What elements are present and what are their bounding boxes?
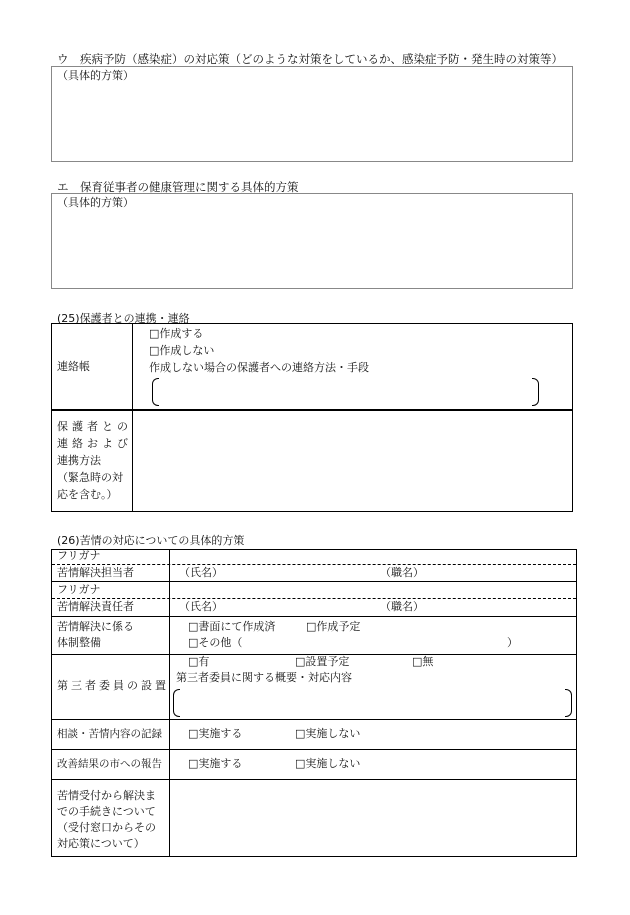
row-line [52, 616, 576, 617]
other-paren-close: ） [507, 636, 518, 649]
method-bracket-right [532, 378, 539, 406]
sekinin-post-label: （職名） [380, 600, 424, 613]
furigana-label-1: フリガナ [57, 549, 101, 562]
renkei-method-input[interactable] [134, 412, 570, 509]
report-label: 改善結果の市への報告 [57, 758, 162, 770]
tantou-name-label: （氏名） [179, 566, 223, 579]
section-u-box-label: （具体的方策） [57, 69, 134, 82]
renkei-line-3: 連携方法 [57, 454, 101, 467]
daisansha-bracket-right [565, 689, 572, 717]
row-line [52, 719, 576, 720]
section-26-table [51, 549, 577, 857]
renkei-line-1: 保護者との [57, 420, 132, 433]
section-26-col-divider [169, 550, 170, 856]
renkei-line-4: （緊急時の対 [57, 471, 123, 484]
row-line [52, 779, 576, 780]
option-yes[interactable]: □有 [188, 655, 210, 668]
section-25-row-divider [52, 409, 572, 411]
taisei-label-1: 苦情解決に係る [57, 620, 134, 633]
option-other[interactable]: □その他（ [188, 636, 243, 649]
not-create-method-label: 作成しない場合の保護者への連絡方法・手段 [149, 361, 369, 374]
section-25-table [51, 323, 573, 512]
procedure-input-area[interactable] [171, 781, 574, 854]
record-label: 相談・苦情内容の記録 [57, 728, 162, 740]
section-26-title: (26)苦情の対応についての具体的方策 [57, 534, 245, 547]
renkei-method-label [57, 418, 132, 503]
procedure-line-1: 苦情受付から解決ま [57, 789, 156, 802]
option-not-create[interactable]: □作成しない [149, 344, 215, 357]
option-setting-planned[interactable]: □設置予定 [295, 655, 350, 668]
furigana-label-2: フリガナ [57, 583, 101, 596]
procedure-line-4: 対応策について） [57, 837, 145, 850]
method-input-area[interactable] [160, 378, 530, 404]
row-line [52, 749, 576, 750]
section-25-col-divider [132, 324, 133, 511]
section-u-heading: ウ 疾病予防（感染症）の対応策（どのような対策をしているか、感染症予防・発生時の対策等） [57, 52, 563, 66]
record-option-implement[interactable]: □実施する [188, 727, 243, 740]
renrakucho-label: 連絡帳 [57, 360, 90, 373]
section-25-title: (25)保護者との連携・連絡 [57, 312, 190, 325]
record-option-not-implement[interactable]: □実施しない [295, 727, 361, 740]
option-create[interactable]: □作成する [149, 327, 204, 340]
section-e-heading: エ 保育従事者の健康管理に関する具体的方策 [57, 180, 299, 194]
daisansha-desc-label: 第三者委員に関する概要・対応内容 [176, 671, 352, 684]
report-option-implement[interactable]: □実施する [188, 757, 243, 770]
sekinin-name-label: （氏名） [179, 600, 223, 613]
method-bracket-left [152, 378, 159, 406]
option-planned[interactable]: □作成予定 [306, 620, 361, 633]
sekinin-label: 苦情解決責任者 [57, 600, 134, 613]
section-u-answer-box[interactable] [51, 66, 573, 162]
procedure-line-2: での手続きについて [57, 805, 156, 818]
procedure-label [57, 788, 156, 852]
daisansha-label: 第三者委員の設置 [57, 679, 169, 692]
procedure-line-3: （受付窓口からその [57, 821, 156, 834]
row-line [52, 581, 576, 582]
tantou-post-label: （職名） [380, 566, 424, 579]
renkei-line-2: 連絡および [57, 437, 132, 450]
taisei-label-2: 体制整備 [57, 636, 101, 649]
renkei-line-5: 応を含む。） [57, 488, 118, 501]
option-none[interactable]: □無 [412, 655, 434, 668]
tantou-label: 苦情解決担当者 [57, 566, 134, 579]
report-option-not-implement[interactable]: □実施しない [295, 757, 361, 770]
option-written[interactable]: □書面にて作成済 [188, 620, 276, 633]
section-e-answer-box[interactable] [51, 193, 573, 289]
section-e-box-label: （具体的方策） [57, 196, 134, 209]
daisansha-bracket-left [173, 689, 180, 717]
daisansha-input-area[interactable] [181, 689, 563, 715]
